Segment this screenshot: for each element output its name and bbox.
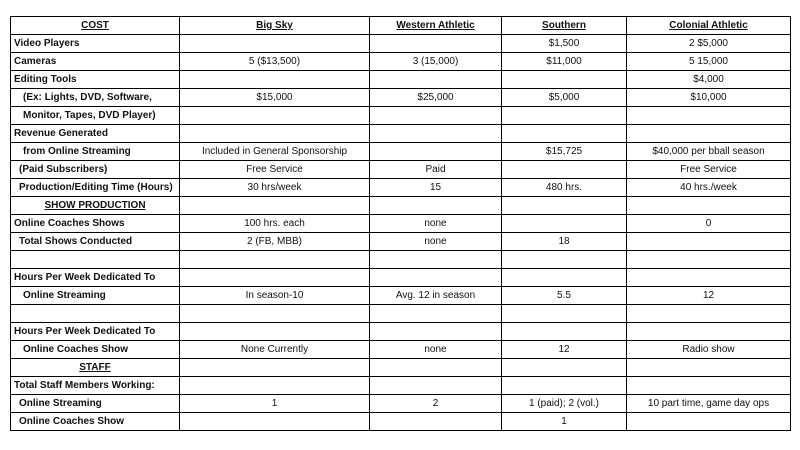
table-row <box>11 107 791 125</box>
cell-big-sky <box>180 269 370 287</box>
cell-western-athletic: none <box>370 341 502 359</box>
row-label: Cameras <box>11 53 180 71</box>
header-western-athletic: Western Athletic <box>370 17 502 35</box>
row-label: Hours Per Week Dedicated To <box>11 269 180 287</box>
cell-southern <box>502 251 627 269</box>
row-label: Hours Per Week Dedicated To <box>11 323 180 341</box>
cell-colonial-athletic <box>627 251 791 269</box>
cell-colonial-athletic: 10 part time, game day ops <box>627 395 791 413</box>
table-row <box>11 323 791 341</box>
cell-colonial-athletic <box>627 269 791 287</box>
row-label: Video Players <box>11 35 180 53</box>
section-title-show-production: SHOW PRODUCTION <box>11 197 180 215</box>
row-label: Online Coaches Show <box>11 413 180 431</box>
cell-big-sky: 30 hrs/week <box>180 179 370 197</box>
section-title-staff: STAFF <box>11 359 180 377</box>
cell-colonial-athletic <box>627 323 791 341</box>
header-cost: COST <box>11 17 180 35</box>
cell-big-sky <box>180 323 370 341</box>
table-row <box>11 341 791 359</box>
row-label: Online Coaches Shows <box>11 215 180 233</box>
table-row <box>11 161 791 179</box>
cell-western-athletic <box>370 143 502 161</box>
cell-southern <box>502 269 627 287</box>
cell-western-athletic <box>370 305 502 323</box>
cell-western-athletic: Paid <box>370 161 502 179</box>
row-label: Production/Editing Time (Hours) <box>11 179 180 197</box>
cell-southern <box>502 359 627 377</box>
row-label: Editing Tools <box>11 71 180 89</box>
cell-western-athletic: none <box>370 233 502 251</box>
cell-big-sky <box>180 35 370 53</box>
table-row <box>11 215 791 233</box>
cell-big-sky <box>180 125 370 143</box>
cell-big-sky: Free Service <box>180 161 370 179</box>
cell-western-athletic: Avg. 12 in season <box>370 287 502 305</box>
cell-big-sky <box>180 107 370 125</box>
cell-colonial-athletic <box>627 107 791 125</box>
cell-southern <box>502 107 627 125</box>
cell-western-athletic <box>370 71 502 89</box>
section-row <box>11 359 791 377</box>
cell-colonial-athletic <box>627 413 791 431</box>
cell-southern <box>502 215 627 233</box>
cell-colonial-athletic: 2 $5,000 <box>627 35 791 53</box>
cell-western-athletic: 3 (15,000) <box>370 53 502 71</box>
cell-big-sky: 2 (FB, MBB) <box>180 233 370 251</box>
cell-southern <box>502 323 627 341</box>
cell-big-sky: Included in General Sponsorship <box>180 143 370 161</box>
table-row <box>11 269 791 287</box>
cell-colonial-athletic: 0 <box>627 215 791 233</box>
row-label: Monitor, Tapes, DVD Player) <box>11 107 180 125</box>
header-southern: Southern <box>502 17 627 35</box>
cell-colonial-athletic: 40 hrs./week <box>627 179 791 197</box>
cell-colonial-athletic <box>627 359 791 377</box>
cost-comparison-table <box>10 16 791 431</box>
cell-southern <box>502 71 627 89</box>
cell-colonial-athletic <box>627 377 791 395</box>
cost-comparison-table-wrapper <box>10 16 791 431</box>
cell-western-athletic <box>370 107 502 125</box>
cell-colonial-athletic: Free Service <box>627 161 791 179</box>
cell-southern: 12 <box>502 341 627 359</box>
cell-western-athletic: none <box>370 215 502 233</box>
cell-southern: 1 (paid); 2 (vol.) <box>502 395 627 413</box>
cell-southern <box>502 125 627 143</box>
table-row-empty <box>11 251 791 269</box>
section-row <box>11 197 791 215</box>
cell-western-athletic <box>370 413 502 431</box>
row-label: from Online Streaming <box>11 143 180 161</box>
cell-southern: 480 hrs. <box>502 179 627 197</box>
cell-western-athletic <box>370 35 502 53</box>
cell-big-sky <box>180 197 370 215</box>
cell-southern: $15,725 <box>502 143 627 161</box>
cell-colonial-athletic: 12 <box>627 287 791 305</box>
cell-big-sky: 100 hrs. each <box>180 215 370 233</box>
cell-big-sky: 1 <box>180 395 370 413</box>
header-big-sky: Big Sky <box>180 17 370 35</box>
row-label: Online Streaming <box>11 287 180 305</box>
cell-southern: 1 <box>502 413 627 431</box>
cell-colonial-athletic <box>627 197 791 215</box>
row-label: Online Coaches Show <box>11 341 180 359</box>
cell-big-sky: $15,000 <box>180 89 370 107</box>
cell-big-sky <box>180 251 370 269</box>
cell-big-sky: In season-10 <box>180 287 370 305</box>
cell-big-sky: None Currently <box>180 341 370 359</box>
table-row <box>11 125 791 143</box>
table-row <box>11 233 791 251</box>
cell-western-athletic <box>370 359 502 377</box>
header-colonial-athletic: Colonial Athletic <box>627 17 791 35</box>
cell-colonial-athletic: 5 15,000 <box>627 53 791 71</box>
cell-western-athletic: 2 <box>370 395 502 413</box>
table-row <box>11 71 791 89</box>
row-label: Total Shows Conducted <box>11 233 180 251</box>
cell-colonial-athletic: Radio show <box>627 341 791 359</box>
cell-big-sky: 5 ($13,500) <box>180 53 370 71</box>
cell-southern: 18 <box>502 233 627 251</box>
table-row <box>11 377 791 395</box>
row-label: (Ex: Lights, DVD, Software, <box>11 89 180 107</box>
cell-colonial-athletic <box>627 125 791 143</box>
row-label: (Paid Subscribers) <box>11 161 180 179</box>
row-label: Revenue Generated <box>11 125 180 143</box>
row-label <box>11 251 180 269</box>
cell-southern: 5.5 <box>502 287 627 305</box>
cell-western-athletic <box>370 377 502 395</box>
table-row <box>11 53 791 71</box>
cell-western-athletic <box>370 125 502 143</box>
table-row <box>11 89 791 107</box>
cell-colonial-athletic <box>627 305 791 323</box>
row-label: Total Staff Members Working: <box>11 377 180 395</box>
row-label: Online Streaming <box>11 395 180 413</box>
table-row <box>11 395 791 413</box>
cell-southern <box>502 197 627 215</box>
cell-big-sky <box>180 71 370 89</box>
cell-western-athletic <box>370 251 502 269</box>
cell-big-sky <box>180 359 370 377</box>
row-label <box>11 305 180 323</box>
table-row <box>11 413 791 431</box>
cell-colonial-athletic: $40,000 per bball season <box>627 143 791 161</box>
cell-southern: $1,500 <box>502 35 627 53</box>
table-row <box>11 287 791 305</box>
cell-southern <box>502 377 627 395</box>
cell-southern: $11,000 <box>502 53 627 71</box>
cell-big-sky <box>180 305 370 323</box>
cell-colonial-athletic <box>627 233 791 251</box>
table-row <box>11 143 791 161</box>
cell-western-athletic <box>370 197 502 215</box>
header-row <box>11 17 791 35</box>
cell-big-sky <box>180 413 370 431</box>
cell-western-athletic <box>370 269 502 287</box>
cell-western-athletic: 15 <box>370 179 502 197</box>
cell-western-athletic: $25,000 <box>370 89 502 107</box>
cell-southern <box>502 305 627 323</box>
cell-southern <box>502 161 627 179</box>
cell-southern: $5,000 <box>502 89 627 107</box>
table-row-empty <box>11 305 791 323</box>
table-row <box>11 35 791 53</box>
cell-western-athletic <box>370 323 502 341</box>
cell-colonial-athletic: $10,000 <box>627 89 791 107</box>
table-row <box>11 179 791 197</box>
cell-big-sky <box>180 377 370 395</box>
cell-colonial-athletic: $4,000 <box>627 71 791 89</box>
